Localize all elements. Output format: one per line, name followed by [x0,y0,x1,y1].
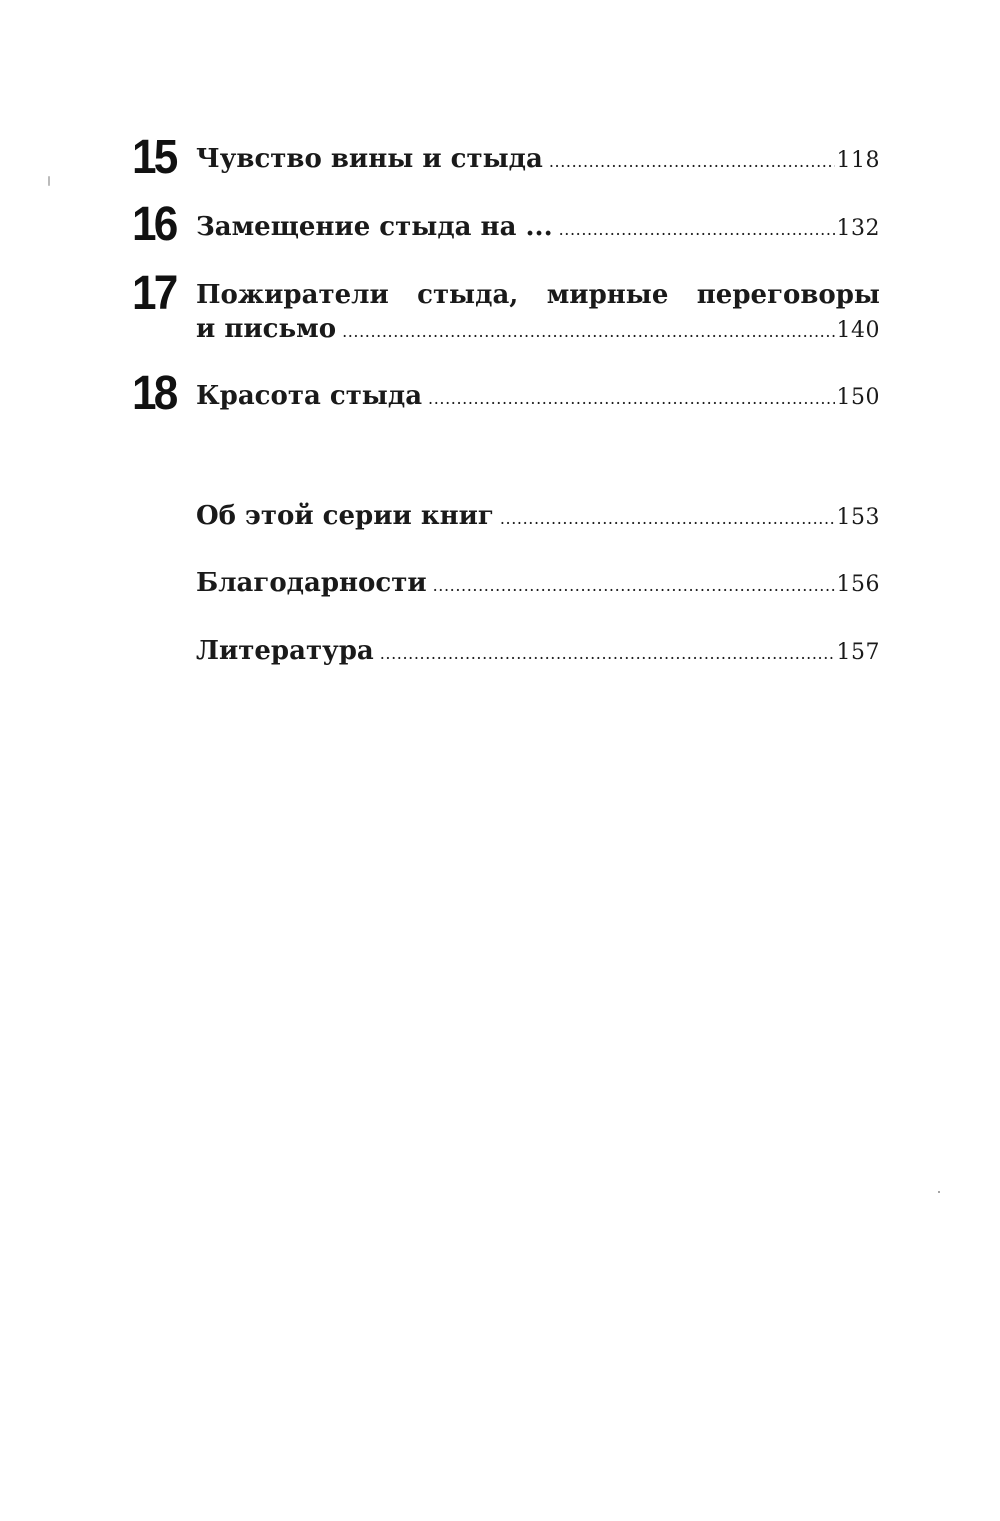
section-title: Об этой серии книг [196,501,494,531]
toc-entry-chapter-16[interactable] [196,210,880,246]
dot-leader [380,646,835,662]
page-number: 153 [836,505,880,530]
section-title: Литература [196,636,374,666]
page-number: 157 [836,640,880,665]
page-number: 150 [836,385,880,410]
chapter-title-word: переговоры [696,280,880,310]
dot-leader [428,391,834,407]
toc-entry-chapter-17-line-1[interactable] [196,278,880,312]
toc-entry-chapter-17-line-2[interactable] [196,312,880,348]
scan-speck [48,176,50,186]
chapter-number: 18 [132,367,176,420]
dot-leader [559,222,835,238]
chapter-title-word: Пожиратели [196,280,389,310]
toc-entry-chapter-18[interactable] [196,379,880,415]
toc-entry-chapter-15[interactable] [196,142,880,178]
chapter-title: Красота стыда [196,381,423,411]
dot-leader [433,578,835,594]
page-number: 118 [836,148,880,173]
toc-entry-acknowledgements[interactable] [196,566,880,602]
dot-leader [342,324,834,340]
page-number: 156 [836,572,880,597]
dot-leader [549,154,835,170]
dot-leader [500,511,835,527]
toc-entry-series-info[interactable] [196,499,880,535]
chapter-title: и письмо [196,314,337,344]
scan-speck [938,1191,940,1193]
chapter-title-word: мирные [546,280,669,310]
chapter-title: Чувство вины и стыда [196,144,543,174]
page-number: 140 [836,318,880,343]
page-number: 132 [836,216,880,241]
chapter-number: 16 [132,198,176,251]
chapter-number: 17 [132,267,176,320]
chapter-title-word: стыда, [417,280,519,310]
chapter-number: 15 [132,131,176,184]
chapter-title: Замещение стыда на ... [196,212,553,242]
toc-entry-literature[interactable] [196,634,880,670]
section-title: Благодарности [196,568,427,598]
